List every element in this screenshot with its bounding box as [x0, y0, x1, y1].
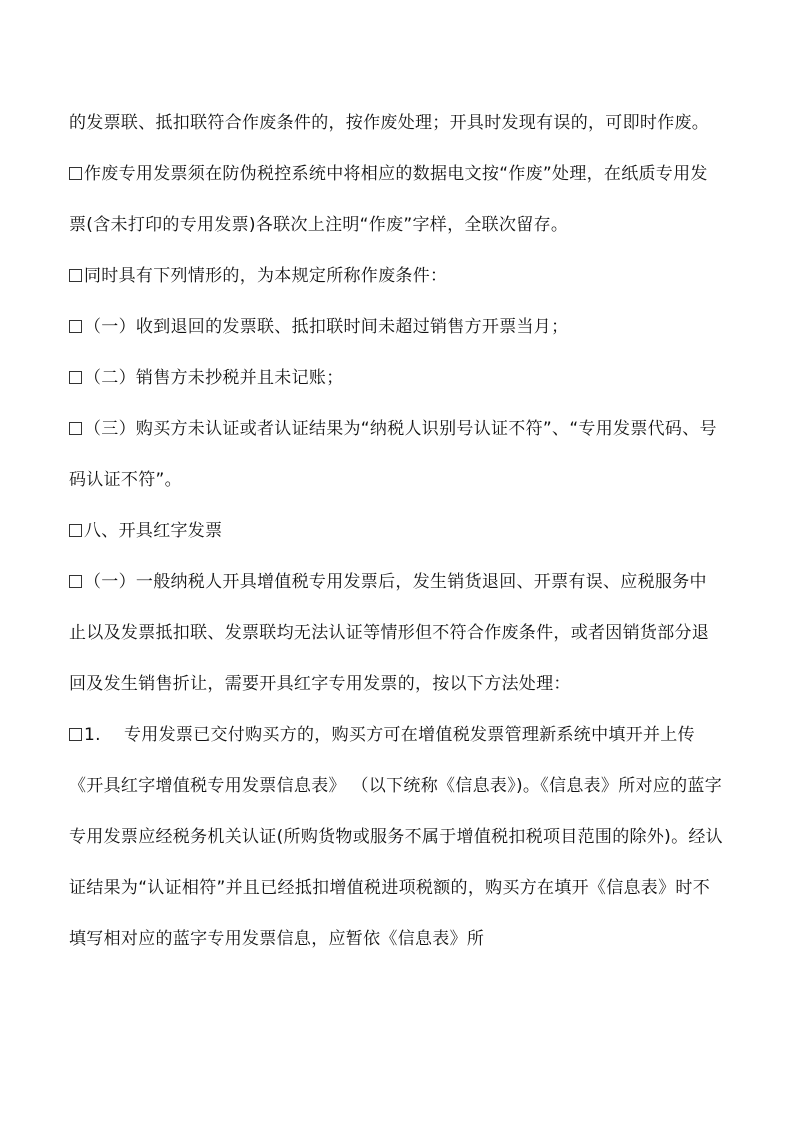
- paragraph-text: （二）销售方未抄税并且未记账；: [84, 368, 344, 388]
- paragraph: [69, 353, 723, 404]
- checkbox-placeholder-icon: [69, 269, 82, 282]
- paragraph-text: 专用发票已交付购买方的，购买方可在增值税发票管理新系统中填开并上传《开具红字增值税专用发票信息表》 （以下统称《信息表》)。《信息表》所对应的蓝字专用发票应经税务机关认证(所购货物或服务不属于增值税扣税项目范围的除外)。经认证结果为“认证相符”并且已经抵扣增值税进项税额的，购买方在填开《信息表》时不填写相对应的蓝字专用发票信息，应暂依《信息表》所: [69, 725, 723, 949]
- paragraph-text: 的发票联、抵扣联符合作废条件的，按作废处理；开具时发现有误的，可即时作废。: [69, 113, 710, 133]
- paragraph: [69, 710, 723, 965]
- checkbox-placeholder-icon: [69, 728, 82, 741]
- checkbox-placeholder-icon: [69, 167, 82, 180]
- paragraph-text: （一）一般纳税人开具增值税专用发票后，发生销货退回、开票有误、应税服务中止以及发票抵扣联、发票联均无法认证等情形但不符合作废条件，或者因销货部分退回及发生销售折让，需要开具红字专用发票的，按以下方法处理：: [69, 572, 710, 694]
- paragraph: [69, 404, 723, 506]
- paragraph: [69, 98, 723, 149]
- checkbox-placeholder-icon: [69, 320, 82, 333]
- paragraph-text: 作废专用发票须在防伪税控系统中将相应的数据电文按“作废”处理，在纸质专用发票(含未打印的专用发票)各联次上注明“作废”字样，全联次留存。: [69, 164, 708, 235]
- checkbox-placeholder-icon: [69, 575, 82, 588]
- document-body: [69, 98, 723, 965]
- list-number: 1.: [84, 725, 101, 745]
- paragraph-text: （三）购买方未认证或者认证结果为“纳税人识别号认证不符”、“专用发票代码、号码认证不符”。: [69, 419, 717, 490]
- paragraph: [69, 149, 723, 251]
- paragraph-text: 同时具有下列情形的，为本规定所称作废条件：: [84, 266, 448, 286]
- paragraph: [69, 302, 723, 353]
- paragraph: [69, 251, 723, 302]
- section-heading-text: 八、开具红字发票: [84, 521, 223, 541]
- paragraph: [69, 557, 723, 710]
- checkbox-placeholder-icon: [69, 524, 82, 537]
- checkbox-placeholder-icon: [69, 371, 82, 384]
- section-heading: [69, 506, 723, 557]
- checkbox-placeholder-icon: [69, 422, 82, 435]
- paragraph-text: （一）收到退回的发票联、抵扣联时间未超过销售方开票当月；: [84, 317, 569, 337]
